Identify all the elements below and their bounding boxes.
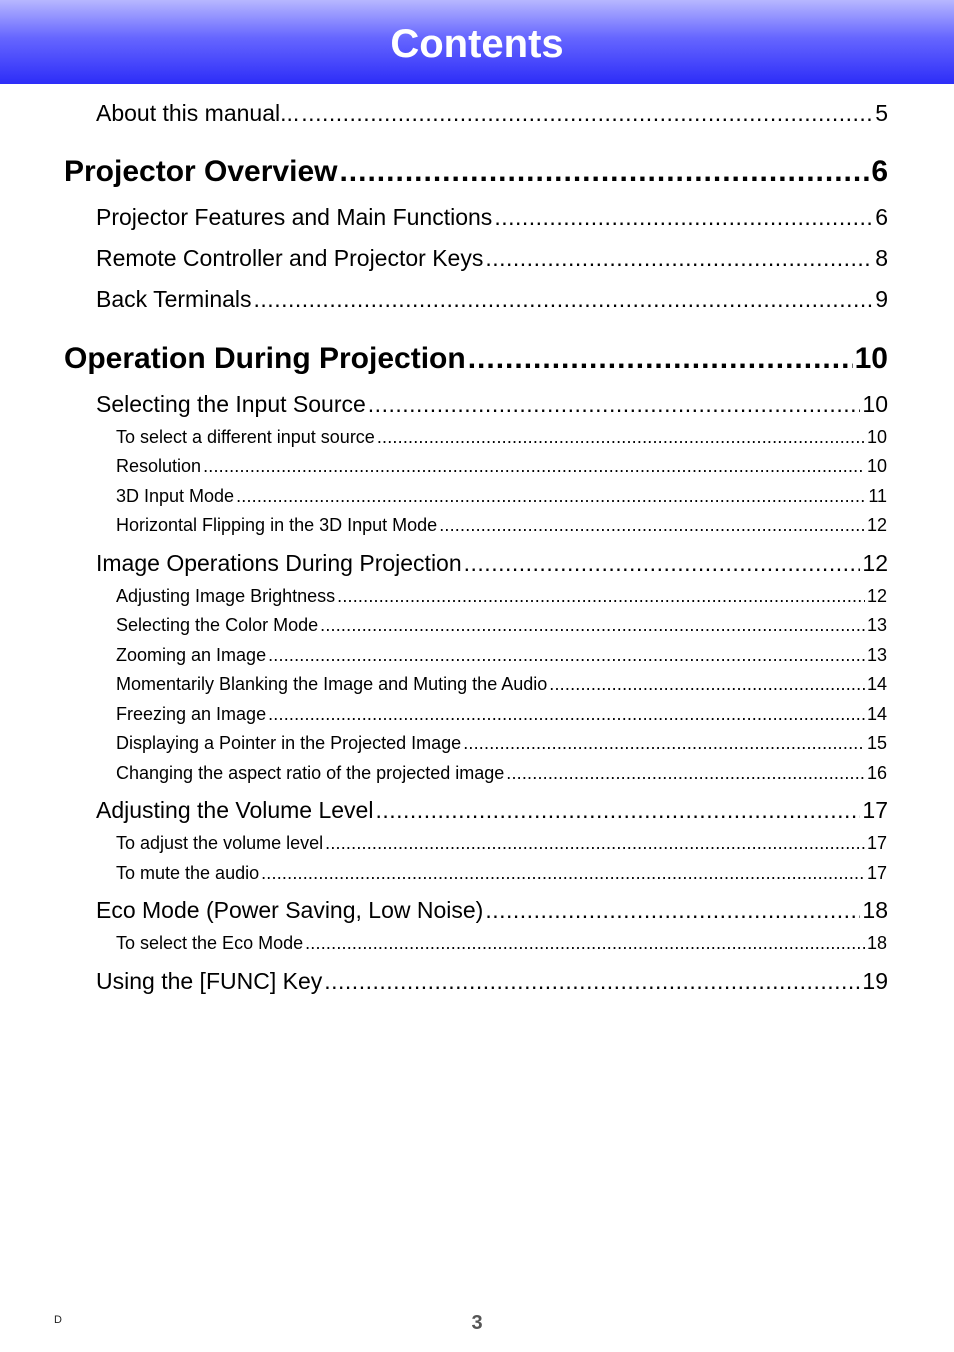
toc-entry-label: Operation During Projection (64, 342, 466, 375)
dot-leader (549, 672, 865, 696)
toc-entry-label: Adjusting the Volume Level (96, 797, 374, 823)
toc-section-features[interactable] (96, 202, 888, 232)
dot-leader (439, 513, 865, 537)
toc-entry-label: To adjust the volume level (116, 833, 324, 853)
toc-entry-label: Projector Overview (64, 155, 338, 188)
dot-leader (301, 98, 873, 128)
toc-subsection-select-input[interactable] (116, 425, 887, 449)
dot-leader (463, 731, 865, 755)
dot-leader (261, 861, 865, 885)
toc-entry-page: 10 (854, 342, 888, 375)
toc-entry-label: Displaying a Pointer in the Projected Image (116, 733, 462, 753)
dot-leader (320, 613, 865, 637)
toc-entry-label: Momentarily Blanking the Image and Muting the Audio (116, 674, 548, 694)
page-title: Contents (390, 22, 564, 66)
footer-code: D (54, 1314, 62, 1326)
toc-entry-page: 17 (866, 863, 887, 883)
toc-subsection-zooming[interactable] (116, 643, 887, 667)
toc-entry-label: Eco Mode (Power Saving, Low Noise) (96, 897, 484, 923)
toc-subsection-select-eco[interactable] (116, 931, 887, 955)
toc-entry-label: About this manual... (96, 100, 300, 126)
toc-subsection-aspect-ratio[interactable] (116, 761, 887, 785)
toc-entry-page: 13 (866, 645, 887, 665)
toc-entry-page: 10 (866, 456, 887, 476)
toc-subsection-color-mode[interactable] (116, 613, 887, 637)
toc-entry-label: Freezing an Image (116, 704, 267, 724)
dot-leader (368, 389, 861, 419)
toc-entry-label: Remote Controller and Projector Keys (96, 245, 484, 271)
toc-entry-page: 15 (866, 733, 887, 753)
toc-chapter-projector-overview[interactable] (64, 153, 888, 191)
toc-subsection-brightness[interactable] (116, 584, 887, 608)
toc-subsection-adjust-volume[interactable] (116, 831, 887, 855)
page-number: 3 (471, 1312, 483, 1334)
header-banner (0, 0, 954, 84)
dot-leader (268, 643, 865, 667)
dot-leader (375, 795, 860, 825)
dot-leader (254, 284, 874, 314)
toc-entry-page: 5 (875, 100, 888, 126)
toc-entry-page: 6 (871, 155, 888, 188)
toc-entry-page: 13 (866, 615, 887, 635)
dot-leader (236, 484, 866, 508)
toc-entry-page: 17 (862, 797, 888, 823)
toc-entry-label: Zooming an Image (116, 645, 267, 665)
toc-entry-page: 14 (866, 674, 887, 694)
toc-entry-page: 14 (866, 704, 887, 724)
toc-subsection-3d-input[interactable] (116, 484, 887, 508)
dot-leader (464, 548, 861, 578)
toc-entry-page: 12 (866, 515, 887, 535)
toc-entry-page: 16 (866, 763, 887, 783)
toc-entry-label: Projector Features and Main Functions (96, 204, 493, 230)
toc-entry-page: 10 (866, 427, 887, 447)
toc-section-image-operations[interactable] (96, 548, 888, 578)
toc-entry-label: To mute the audio (116, 863, 260, 883)
toc-entry-about-manual[interactable] (96, 98, 888, 128)
dot-leader (485, 895, 860, 925)
toc-entry-page: 19 (862, 968, 888, 994)
toc-entry-label: Selecting the Color Mode (116, 615, 319, 635)
toc-entry-label: To select a different input source (116, 427, 375, 447)
toc-entry-label: Horizontal Flipping in the 3D Input Mode (116, 515, 438, 535)
dot-leader (268, 702, 865, 726)
toc-chapter-operation[interactable] (64, 340, 888, 378)
dot-leader (485, 243, 873, 273)
toc-section-back-terminals[interactable] (96, 284, 888, 314)
toc-entry-label: Image Operations During Projection (96, 550, 462, 576)
toc-entry-page: 18 (866, 933, 887, 953)
toc-subsection-resolution[interactable] (116, 454, 887, 478)
toc-entry-label: Resolution (116, 456, 202, 476)
toc-entry-label: Using the [FUNC] Key (96, 968, 323, 994)
toc-subsection-pointer[interactable] (116, 731, 887, 755)
toc-subsection-blanking[interactable] (116, 672, 887, 696)
toc-entry-label: Selecting the Input Source (96, 391, 366, 417)
toc-section-input-source[interactable] (96, 389, 888, 419)
dot-leader (377, 425, 865, 449)
dot-leader (494, 202, 873, 232)
toc-entry-label: Changing the aspect ratio of the projected image (116, 763, 505, 783)
toc-subsection-freezing[interactable] (116, 702, 887, 726)
dot-leader (337, 584, 865, 608)
toc-section-volume[interactable] (96, 795, 888, 825)
toc-subsection-mute-audio[interactable] (116, 861, 887, 885)
toc-entry-page: 18 (862, 897, 888, 923)
toc-entry-page: 17 (866, 833, 887, 853)
toc-entry-page: 9 (875, 286, 888, 312)
dot-leader (325, 831, 865, 855)
toc-subsection-horizontal-flip[interactable] (116, 513, 887, 537)
dot-leader (506, 761, 865, 785)
toc-section-remote-keys[interactable] (96, 243, 888, 273)
dot-leader (305, 931, 865, 955)
toc-entry-page: 6 (875, 204, 888, 230)
dot-leader (468, 340, 853, 378)
dot-leader (324, 966, 860, 996)
toc-entry-page: 8 (875, 245, 888, 271)
toc-entry-label: Adjusting Image Brightness (116, 586, 336, 606)
toc-entry-page: 11 (868, 486, 887, 506)
toc-section-func-key[interactable] (96, 966, 888, 996)
toc-entry-page: 12 (862, 550, 888, 576)
toc-entry-label: To select the Eco Mode (116, 933, 304, 953)
toc-entry-label: 3D Input Mode (116, 486, 235, 506)
toc-entry-label: Back Terminals (96, 286, 252, 312)
toc-entry-page: 10 (862, 391, 888, 417)
toc-entry-page: 12 (866, 586, 887, 606)
dot-leader (203, 454, 865, 478)
toc-section-eco-mode[interactable] (96, 895, 888, 925)
dot-leader (339, 153, 869, 191)
